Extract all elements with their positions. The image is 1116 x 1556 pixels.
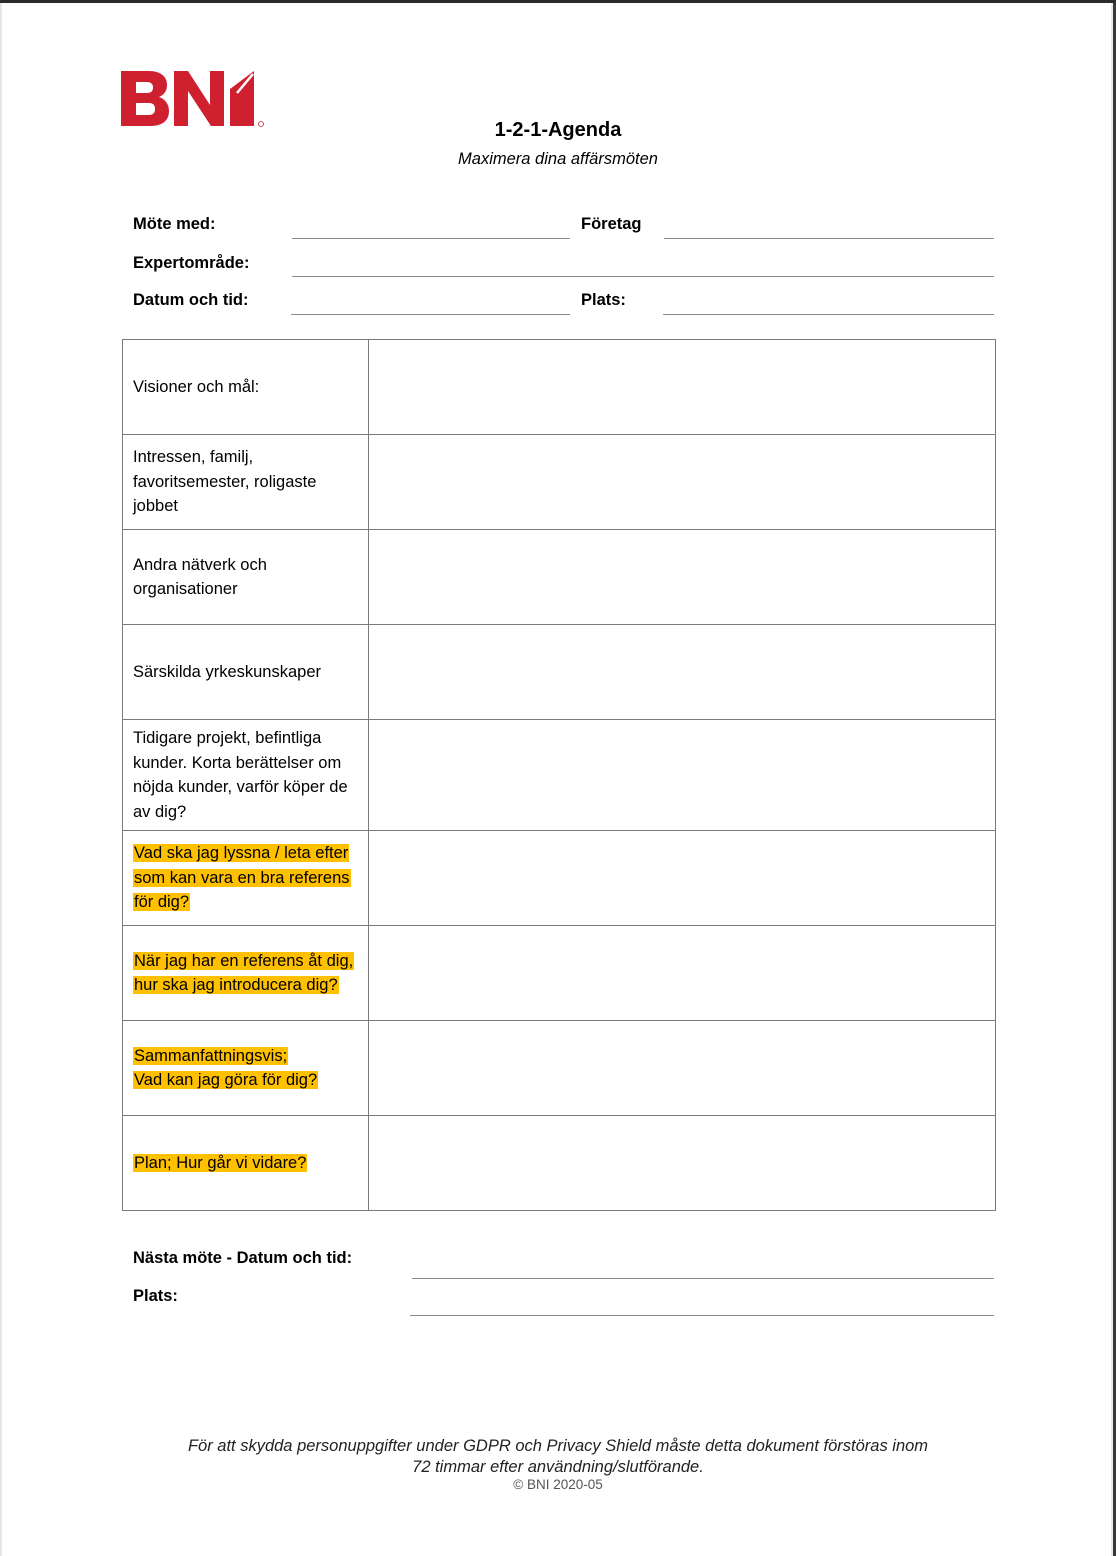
meeting-with-label: Möte med: xyxy=(133,215,216,233)
next-meeting-place-field[interactable] xyxy=(410,1315,994,1316)
agenda-row xyxy=(123,720,996,831)
agenda-answer-cell[interactable] xyxy=(369,530,996,625)
agenda-row xyxy=(123,831,996,926)
agenda-question-cell xyxy=(123,926,369,1021)
agenda-question-text: När jag har en referens åt dig, hur ska jag introducera dig? xyxy=(134,951,354,994)
agenda-question-text: Särskilda yrkeskunskaper xyxy=(133,662,321,681)
document-subtitle: Maximera dina affärsmöten xyxy=(458,150,658,168)
date-time-label: Datum och tid: xyxy=(133,291,249,309)
agenda-row xyxy=(123,435,996,530)
meeting-with-field[interactable] xyxy=(292,238,570,239)
agenda-question-cell xyxy=(123,1116,369,1211)
place-field[interactable] xyxy=(663,314,994,315)
agenda-answer-cell[interactable] xyxy=(369,720,996,831)
agenda-question-text: Vad ska jag lyssna / leta efter som kan vara en bra referens för dig? xyxy=(134,844,350,912)
agenda-question-cell xyxy=(123,530,369,625)
agenda-row xyxy=(123,1021,996,1116)
agenda-answer-cell[interactable] xyxy=(369,926,996,1021)
page-left-edge xyxy=(0,3,2,1556)
agenda-row xyxy=(123,926,996,1021)
company-field[interactable] xyxy=(664,238,994,239)
company-label: Företag xyxy=(581,215,642,233)
next-meeting-label: Nästa möte - Datum och tid: xyxy=(133,1249,353,1267)
agenda-table xyxy=(122,339,996,1211)
next-meeting-place-label: Plats: xyxy=(133,1287,178,1305)
agenda-question-cell xyxy=(123,625,369,720)
place-label: Plats: xyxy=(581,291,626,309)
document-title: 1-2-1-Agenda xyxy=(494,119,622,141)
expertise-field[interactable] xyxy=(292,276,994,277)
agenda-row xyxy=(123,530,996,625)
agenda-question-text: Visioner och mål: xyxy=(133,377,260,396)
agenda-question-text: Plan; Hur går vi vidare? xyxy=(134,1153,307,1172)
agenda-question-cell xyxy=(123,720,369,831)
agenda-question-text: Andra nätverk och organisationer xyxy=(133,555,267,598)
agenda-answer-cell[interactable] xyxy=(369,1116,996,1211)
next-meeting-date-field[interactable] xyxy=(412,1278,994,1279)
gdpr-notice-line-1: För att skydda personuppgifter under GDPR och Privacy Shield måste detta dokument förstöras inom xyxy=(187,1437,929,1455)
date-time-field[interactable] xyxy=(291,314,570,315)
copyright: © BNI 2020-05 xyxy=(513,1477,603,1492)
agenda-answer-cell[interactable] xyxy=(369,831,996,926)
agenda-question-text: Intressen, familj, favoritsemester, roligaste jobbet xyxy=(133,448,317,516)
agenda-answer-cell[interactable] xyxy=(369,1021,996,1116)
agenda-question-cell xyxy=(123,1021,369,1116)
agenda-answer-cell[interactable] xyxy=(369,625,996,720)
agenda-question-text: Tidigare projekt, befintliga kunder. Korta berättelser om nöjda kunder, varför köper de av dig? xyxy=(133,729,348,821)
agenda-question-cell xyxy=(123,340,369,435)
agenda-answer-cell[interactable] xyxy=(369,340,996,435)
gdpr-notice-line-2: 72 timmar efter användning/slutförande. xyxy=(412,1458,704,1476)
agenda-question-cell xyxy=(123,435,369,530)
window-top-bar xyxy=(0,0,1116,3)
agenda-row xyxy=(123,340,996,435)
agenda-row xyxy=(123,1116,996,1211)
gdpr-notice xyxy=(0,1436,1116,1478)
agenda-row xyxy=(123,625,996,720)
agenda-question-cell xyxy=(123,831,369,926)
agenda-question-text: Sammanfattningsvis; Vad kan jag göra för dig? xyxy=(134,1046,318,1089)
agenda-answer-cell[interactable] xyxy=(369,435,996,530)
expertise-label: Expertområde: xyxy=(133,254,250,272)
